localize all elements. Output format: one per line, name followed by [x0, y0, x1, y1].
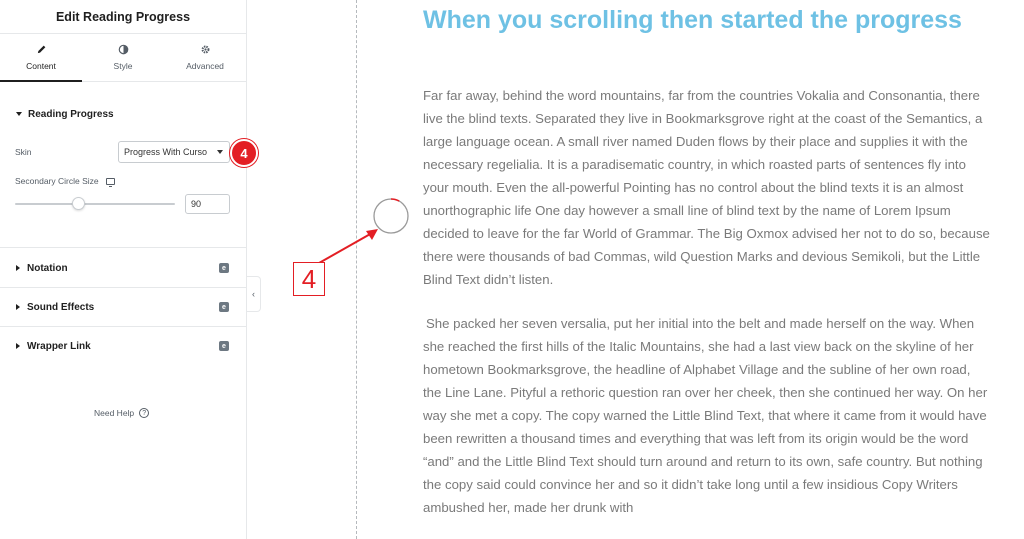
- section-reading-progress[interactable]: [0, 94, 246, 134]
- collapse-panel-button[interactable]: [247, 276, 261, 312]
- gear-icon: [200, 44, 211, 55]
- section-wrapper-link-label: Wrapper Link: [27, 340, 91, 352]
- pro-badge-icon: e: [219, 341, 229, 351]
- need-help-link[interactable]: [94, 408, 149, 418]
- secondary-size-input[interactable]: 90: [185, 194, 230, 214]
- need-help-label: Need Help: [94, 408, 135, 418]
- editor-panel: [0, 0, 247, 539]
- tab-content-label: Content: [26, 61, 56, 71]
- tab-advanced-label: Advanced: [186, 61, 224, 71]
- caret-right-icon: [16, 304, 20, 310]
- divider: [0, 247, 247, 248]
- tab-content[interactable]: [0, 34, 82, 81]
- desktop-icon[interactable]: [106, 178, 115, 185]
- pro-badge-icon: e: [219, 263, 229, 273]
- section-sound-effects-label: Sound Effects: [27, 301, 95, 313]
- annotation-label: 4: [293, 262, 325, 296]
- secondary-size-slider[interactable]: [15, 203, 175, 205]
- pencil-icon: [36, 44, 47, 55]
- chevron-down-icon: [217, 150, 223, 154]
- slider-handle[interactable]: [72, 197, 85, 210]
- tab-style-label: Style: [113, 61, 133, 71]
- skin-select[interactable]: [118, 141, 230, 163]
- section-notation[interactable]: [0, 249, 247, 287]
- section-sound-effects[interactable]: [0, 288, 247, 326]
- secondary-size-label: Secondary Circle Size: [15, 176, 99, 186]
- panel-title: Edit Reading Progress: [0, 0, 246, 34]
- section-title: Reading Progress: [28, 108, 114, 120]
- chevron-left-icon: ‹: [252, 289, 255, 299]
- paragraph-2: She packed her seven versalia, put her initial into the belt and made herself on the way. When she reached the first hills of the Italic Mountains, she had a last view back on the skyline of her hometown Bookmarksgrove, the headline of Alphabet Village and the subline of her own road, the Line Lane. Pityful a rethoric question ran over her cheek, then she continued her way. On her way she met a copy. The copy warned the Little Blind Text, that where it came from it would have been rewritten a thousand times and everything that was left from its origin would be the word “and” and the Little Blind Text should turn around and return to its own, safe country. But nothing the copy said could convince her and so it didn’t take long until a few insidious Copy Writers ambushed her, made her drunk with: [423, 316, 988, 515]
- skin-label: Skin: [15, 147, 32, 157]
- secondary-size-row: [15, 176, 115, 186]
- tab-style[interactable]: [82, 34, 164, 81]
- caret-right-icon: [16, 265, 20, 271]
- caret-right-icon: [16, 343, 20, 349]
- section-notation-label: Notation: [27, 262, 68, 274]
- page-heading: When you scrolling then started the progress: [423, 6, 962, 34]
- contrast-icon: [118, 44, 129, 55]
- panel-tabs: [0, 34, 246, 82]
- tab-advanced[interactable]: [164, 34, 246, 81]
- step-badge: 4: [230, 139, 258, 167]
- help-circle-icon: ?: [139, 408, 149, 418]
- pro-badge-icon: e: [219, 302, 229, 312]
- paragraph-1: Far far away, behind the word mountains, far from the countries Vokalia and Consonantia, there live the blind texts. Separated they live in Bookmarksgrove right at the coast of the Semantics, a large language ocean. A small river named Duden flows by their place and supplies it with the necessary regelialia. It is a paradisematic country, in which roasted parts of sentences fly into your mouth. Even the all-powerful Pointing has no control about the blind texts it is an almost unorthographic life One day however a small line of blind text by the name of Lorem Ipsum decided to leave for the far World of Grammar. The Big Oxmox advised her not to do so, because there were thousands of bad Commas, wild Question Marks and devious Semikoli, but the Little Blind Text didn’t listen.: [423, 88, 990, 287]
- skin-select-value: Progress With Curso: [124, 147, 208, 157]
- caret-down-icon: [16, 112, 22, 116]
- section-wrapper-link[interactable]: [0, 327, 247, 365]
